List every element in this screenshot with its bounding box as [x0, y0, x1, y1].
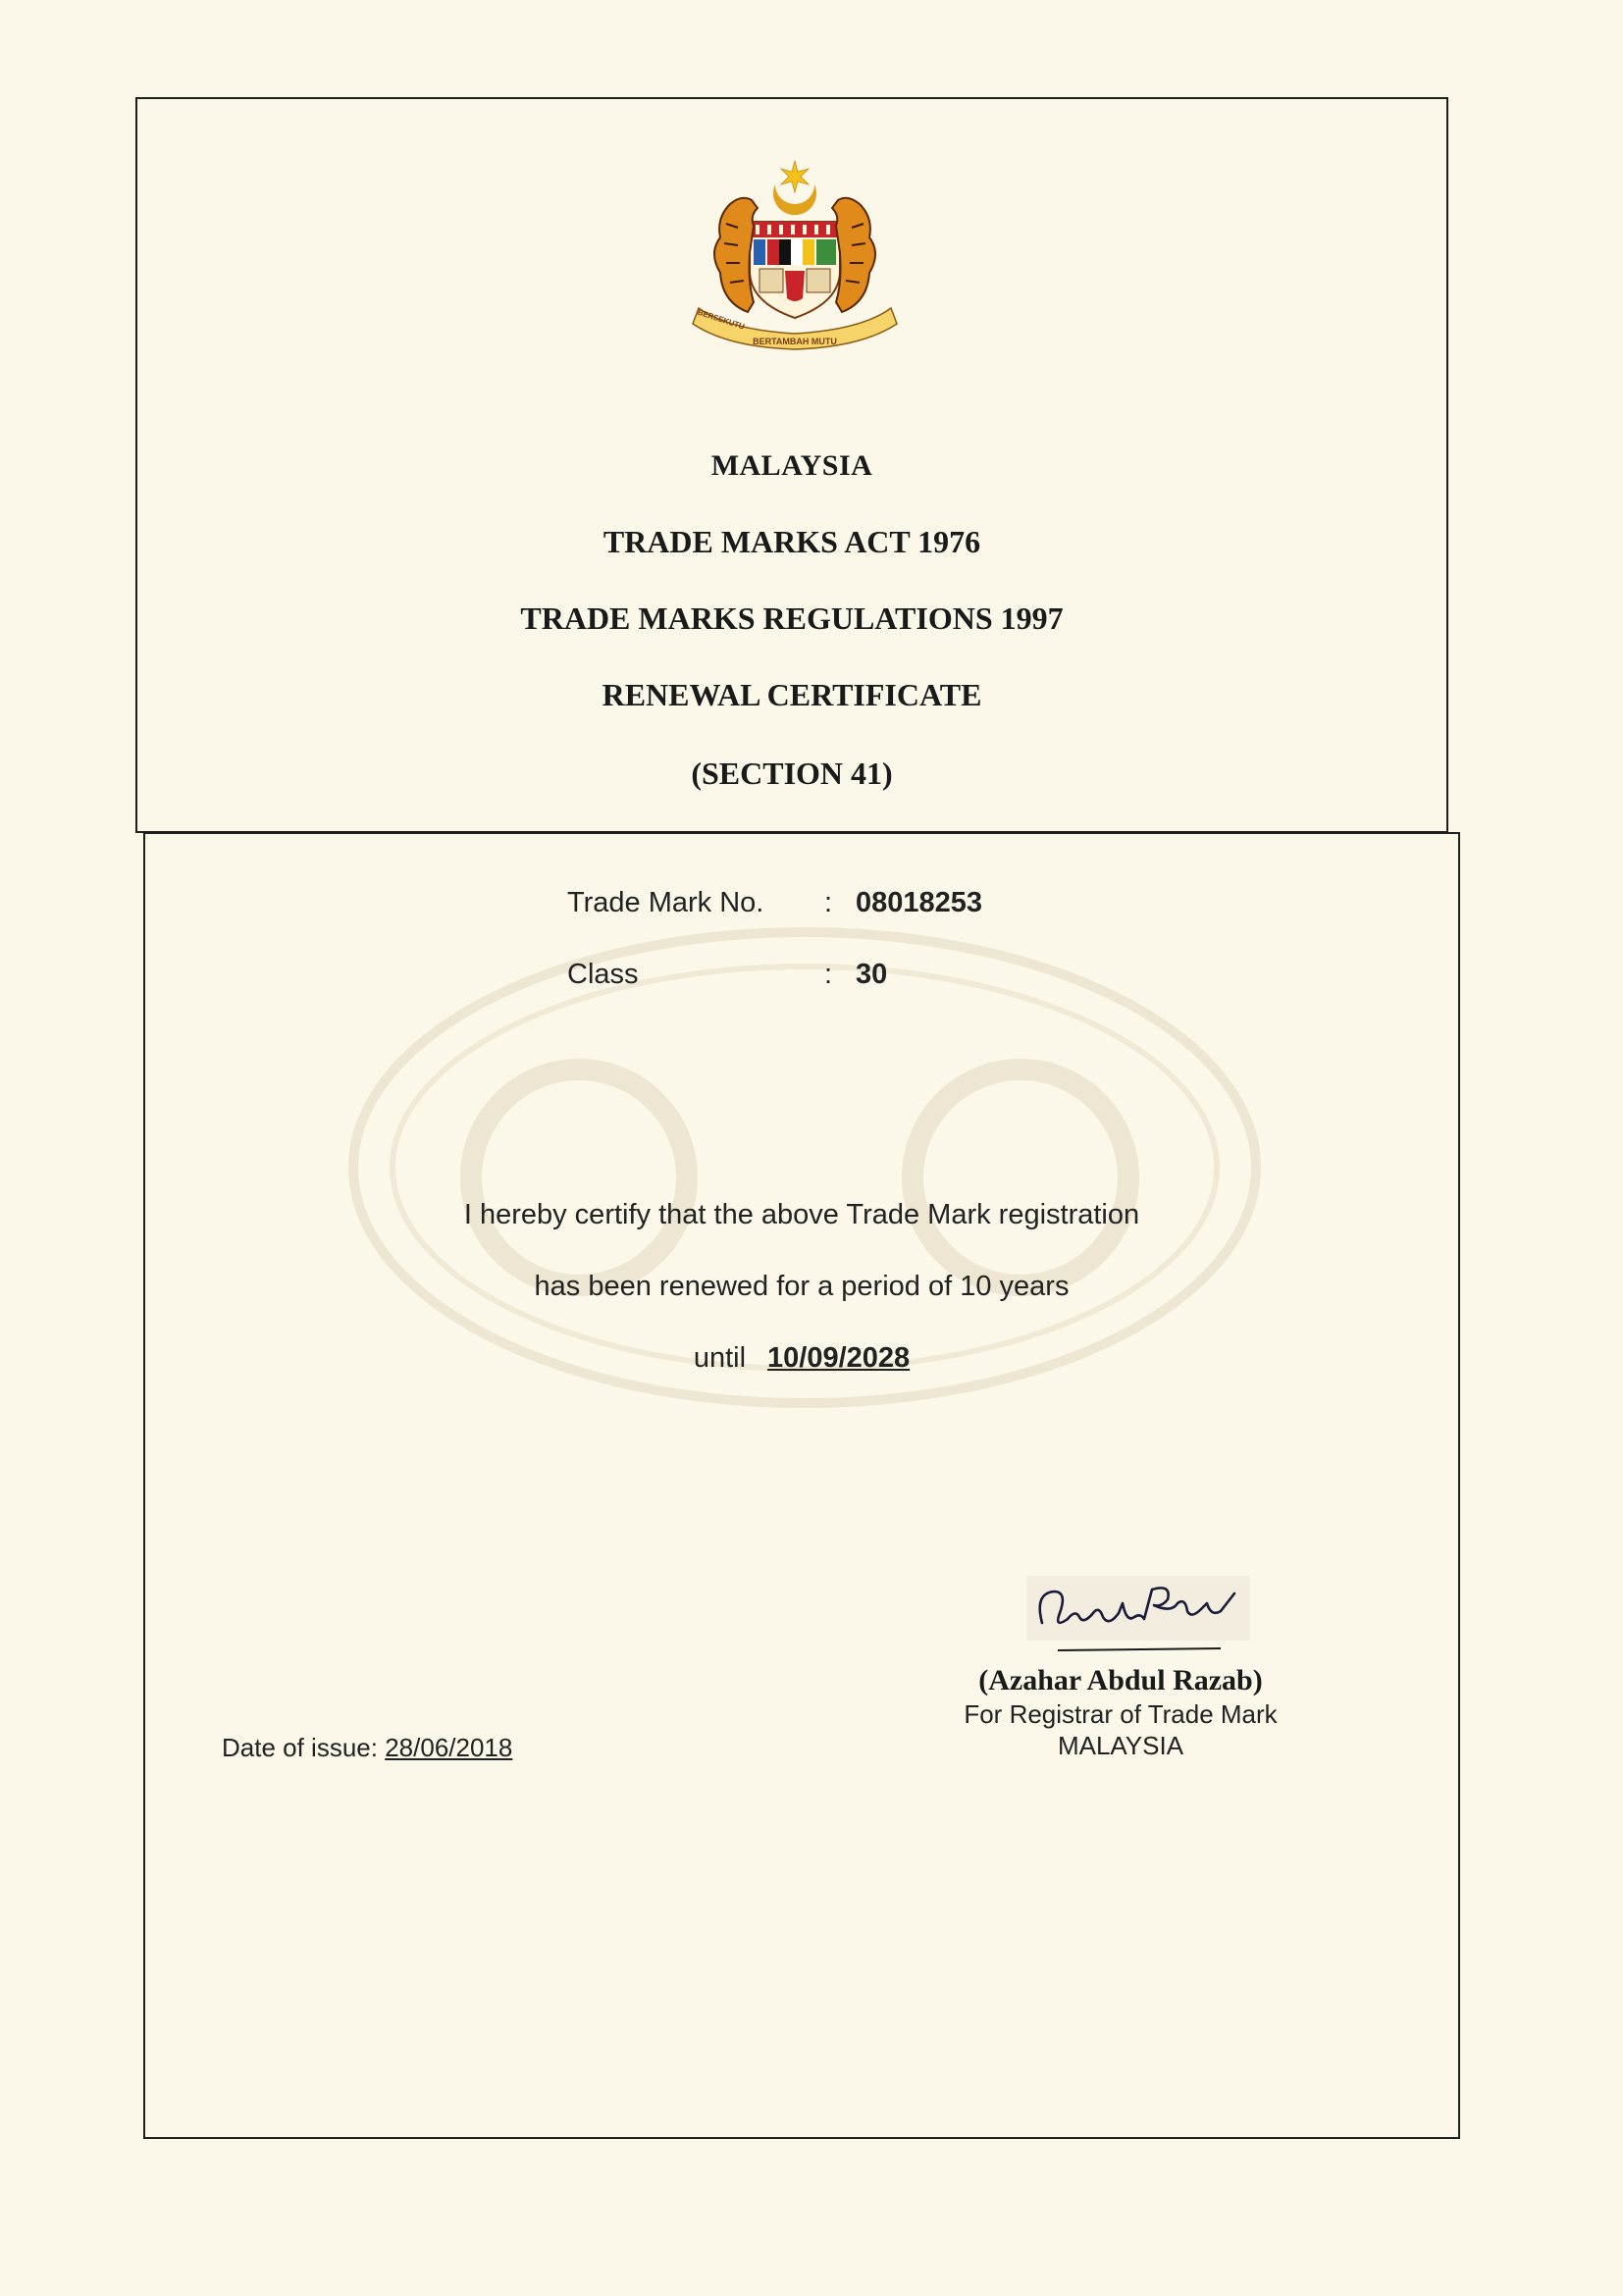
class-value: 30 — [856, 959, 888, 990]
signatory-country: MALAYSIA — [1057, 1731, 1184, 1760]
date-of-issue — [222, 1733, 512, 1763]
issue-label: Date of issue: — [222, 1733, 378, 1762]
expiry-date: 10/09/2028 — [767, 1342, 911, 1374]
until-label: until — [693, 1342, 747, 1374]
certification-until — [143, 1342, 1460, 1375]
emblem-motto-center: BERTAMBAH MUTU — [753, 337, 837, 346]
signatory-role: For Registrar of Trade Mark — [964, 1699, 1278, 1729]
registrar-signature — [1024, 1574, 1252, 1662]
certification-line-2: has been renewed for a period of 10 years — [534, 1271, 1070, 1302]
emblem-motto-left: BERSEKUTU — [696, 307, 746, 332]
certification-line-1: I hereby certify that the above Trade Mark registration — [463, 1199, 1140, 1230]
issue-date-value: 28/06/2018 — [385, 1733, 513, 1762]
section-heading: (SECTION 41) — [691, 756, 893, 791]
signatory-name: (Azahar Abdul Razab) — [978, 1664, 1263, 1696]
trade-mark-no-label: Trade Mark No. — [567, 887, 764, 918]
trade-mark-no-value: 08018253 — [856, 887, 983, 918]
act-heading: TRADE MARKS ACT 1976 — [602, 524, 981, 559]
class-separator: : — [824, 959, 833, 990]
trade-mark-no-separator: : — [824, 887, 833, 918]
regulations-heading: TRADE MARKS REGULATIONS 1997 — [520, 600, 1064, 636]
country-heading: MALAYSIA — [710, 449, 873, 482]
certificate-title: RENEWAL CERTIFICATE — [602, 677, 982, 712]
malaysia-coat-of-arms-icon — [669, 155, 920, 351]
class-label: Class — [567, 959, 639, 990]
